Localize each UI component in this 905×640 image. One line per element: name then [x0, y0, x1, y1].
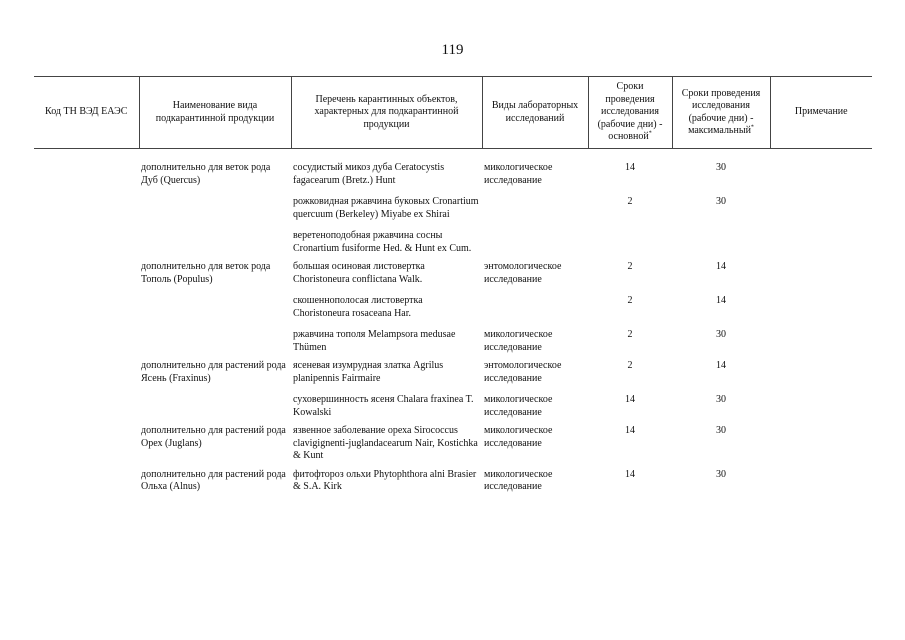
- cell-term-max: 14: [716, 360, 726, 371]
- cell-lab: энтомологическое исследование: [484, 261, 562, 285]
- cell-lab: микологическое исследование: [484, 162, 553, 186]
- cell-term-basic: 14: [625, 425, 635, 436]
- cell-product: дополнительно для веток рода Тополь (Populus): [141, 261, 271, 285]
- cell-term-basic: 2: [627, 329, 633, 340]
- table-row: [34, 469, 872, 503]
- cell-lab: [482, 196, 588, 230]
- cell-product: [139, 295, 291, 329]
- cell-product: дополнительно для растений рода Ясень (Fraxinus): [141, 360, 286, 384]
- cell-lab: [482, 295, 588, 329]
- header-term-max: Сроки проведения исследования (рабочие дни) - максимальный*: [672, 77, 770, 149]
- cell-term-basic: 14: [625, 394, 635, 405]
- quarantine-table: [34, 76, 872, 503]
- cell-term-basic: 14: [625, 162, 635, 173]
- cell-product: дополнительно для растений рода Ольха (Alnus): [141, 468, 286, 492]
- cell-product: [139, 230, 291, 261]
- cell-term-max: 30: [716, 329, 726, 340]
- footnote-mark: *: [648, 130, 652, 137]
- cell-object: ржавчина тополя Melampsora medusae Thümen: [293, 329, 456, 353]
- cell-term-max: [672, 230, 770, 261]
- page-number: 119: [441, 42, 464, 58]
- table-row: [34, 162, 872, 196]
- cell-lab: [482, 230, 588, 261]
- table-row: [34, 329, 872, 360]
- table-row: [34, 425, 872, 469]
- table-row: [34, 230, 872, 261]
- cell-product: [139, 196, 291, 230]
- cell-product: дополнительно для веток рода Дуб (Quercus): [141, 162, 271, 186]
- cell-object: сосудистый микоз дуба Ceratocystis fagacearum (Bretz.) Hunt: [293, 162, 445, 186]
- cell-lab: микологическое исследование: [484, 425, 553, 449]
- cell-term-max: 30: [716, 196, 726, 207]
- footnote-mark: *: [750, 124, 754, 131]
- cell-lab: микологическое исследование: [484, 329, 553, 353]
- cell-lab: микологическое исследование: [484, 394, 553, 418]
- cell-term-max: 14: [716, 295, 726, 306]
- cell-term-basic: 2: [627, 295, 633, 306]
- cell-term-basic: [588, 230, 672, 261]
- cell-object: рожковидная ржавчина буковых Cronartium quercuum (Berkeley) Miyabe ex Shirai: [293, 196, 479, 220]
- table-row: [34, 261, 872, 295]
- cell-term-basic: 2: [627, 261, 633, 272]
- cell-object: фитофтороз ольхи Phytophthora alni Brasier & S.A. Kirk: [293, 468, 477, 492]
- cell-object: язвенное заболевание ореха Sirococcus clavigignenti-juglandacearum Nair, Kostichka & Kunt: [293, 425, 478, 461]
- cell-term-max: 30: [716, 468, 726, 480]
- header-note: Примечание: [770, 77, 872, 149]
- cell-term-max: 30: [716, 394, 726, 405]
- cell-term-basic: 2: [627, 196, 633, 207]
- cell-object: суховершинность ясеня Chalara fraxinea T. Kowalski: [293, 394, 474, 418]
- table-row: [34, 295, 872, 329]
- header-lab: Виды лабораторных исследований: [482, 77, 588, 149]
- header-term-basic: Сроки проведения исследования (рабочие дни) - основной*: [588, 77, 672, 149]
- cell-object: веретеноподобная ржавчина сосны Cronartium fusiforme Hed. & Hunt ex Cum.: [293, 230, 472, 254]
- cell-object: скошеннополосая листовертка Choristoneura rosaceana Har.: [293, 295, 423, 319]
- cell-term-max: 14: [716, 261, 726, 272]
- header-objects: Перечень карантинных объектов, характерных для подкарантинной продукции: [291, 77, 482, 149]
- cell-term-max: 30: [716, 162, 726, 173]
- header-code: Код ТН ВЭД ЕАЭС: [34, 77, 139, 149]
- cell-product: дополнительно для растений рода Орех (Juglans): [141, 425, 286, 449]
- table-row: [34, 196, 872, 230]
- cell-product: [139, 329, 291, 360]
- cell-object: ясеневая изумрудная златка Agrilus planipennis Fairmaire: [293, 360, 444, 384]
- table-header-row: [34, 77, 872, 149]
- cell-term-basic: 14: [625, 468, 635, 480]
- cell-term-max: 30: [716, 425, 726, 436]
- cell-term-basic: 2: [627, 360, 633, 371]
- table-row: [34, 360, 872, 394]
- cell-product: [139, 394, 291, 425]
- cell-object: большая осиновая листовертка Choristoneura conflictana Walk.: [293, 261, 425, 285]
- table-row: [34, 394, 872, 425]
- header-product: Наименование вида подкарантинной продукции: [139, 77, 291, 149]
- cell-lab: энтомологическое исследование: [484, 360, 562, 384]
- cell-lab: микологическое исследование: [484, 468, 553, 492]
